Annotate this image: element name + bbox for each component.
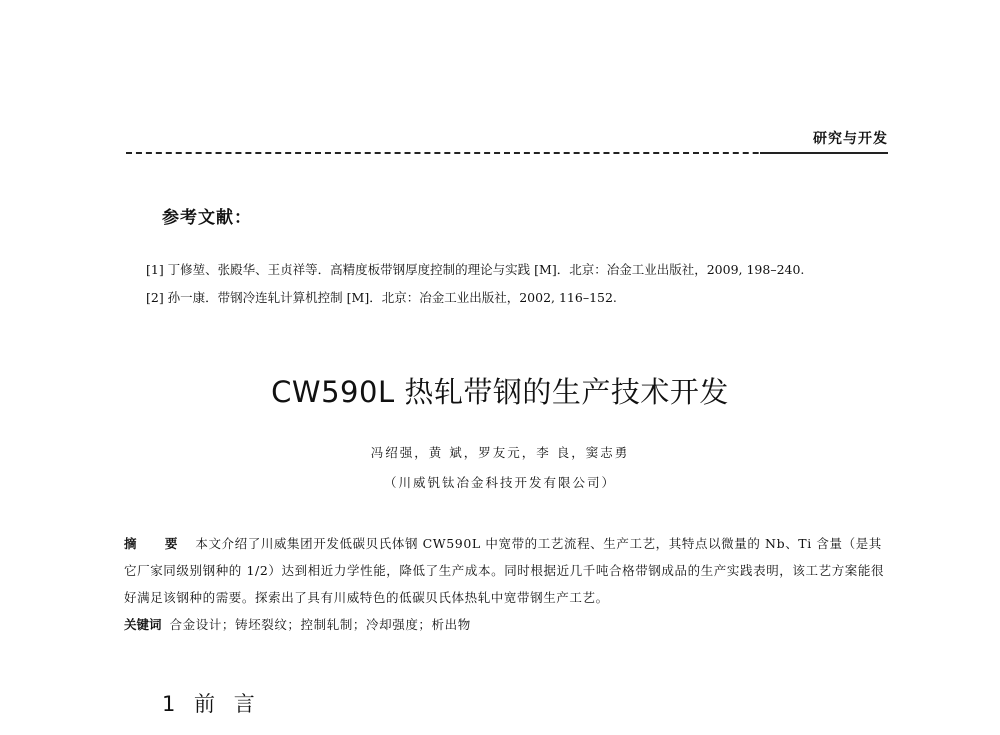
references-heading: 参考文献： — [162, 208, 252, 228]
running-head: 研究与开发 — [813, 131, 888, 147]
keywords — [124, 611, 888, 638]
paper-title: CW590L 热轧带钢的生产技术开发 — [271, 375, 729, 409]
reference-item: [1] 丁修堃、张殿华、王贞祥等．高精度板带钢厚度控制的理论与实践 [M]．北京：冶金工业出版社，2009, 198–240. — [146, 262, 805, 277]
abstract-label: 摘 要 — [124, 536, 190, 551]
section-heading: 1 前 言 — [162, 692, 261, 716]
keywords-label: 关键词 — [124, 617, 162, 632]
references-list — [146, 256, 906, 312]
reference-item: [2] 孙一康．带钢冷连轧计算机控制 [M]．北京：冶金工业出版社，2002, 116–152. — [146, 290, 617, 305]
affiliation: （川威钒钛冶金科技开发有限公司） — [383, 475, 616, 490]
keywords-text: 合金设计；铸坯裂纹；控制轧制；冷却强度；析出物 — [169, 617, 471, 632]
header-rule-segment — [760, 152, 888, 154]
abstract-text: 本文介绍了川威集团开发低碳贝氏体钢 CW590L 中宽带的工艺流程、生产工艺，其特点以微量的 Nb、Ti 含量（是其它厂家同级别钢种的 1/2）达到相近力学性能，降低了生产成本。同时根据近几千吨合格带钢成品的生产实践表明，该工艺方案能很好满足该钢种的需要。探索出了具有川威特色的低碳贝氏体热轧中宽带钢生产工艺。 — [124, 536, 885, 605]
abstract — [124, 530, 888, 638]
author-list: 冯绍强，黄 斌，罗友元，李 良，窦志勇 — [370, 445, 630, 460]
